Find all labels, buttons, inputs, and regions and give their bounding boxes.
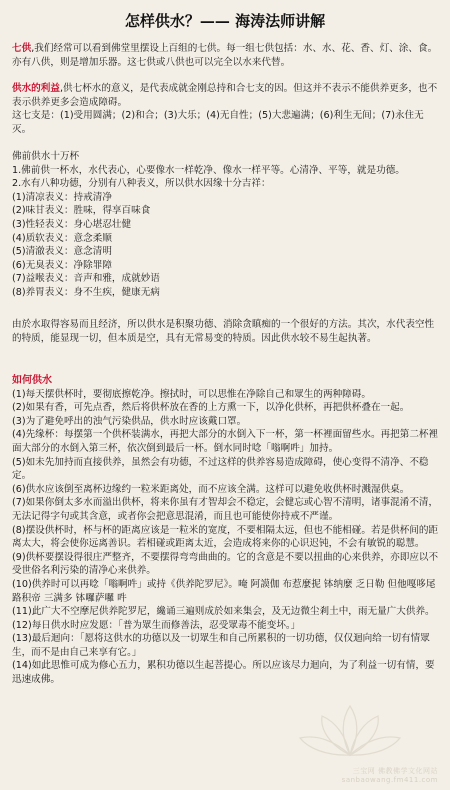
benefit-head: 供水的利益 bbox=[12, 83, 60, 94]
intro-paragraph bbox=[12, 42, 440, 69]
how-section bbox=[12, 374, 440, 687]
list-item: (2)如果有香，可先点香，然后将供杯放在香的上方熏一下，以净化供杯，再把供杯叠在一起。 bbox=[12, 402, 410, 414]
site-watermark bbox=[342, 766, 438, 784]
benefit-line2: 这七支是：(1)受用圆满；(2)和合；(3)大乐；(4)无自性；(5)大悲遍满；(6)利生无间；(7)永住无灭。 bbox=[12, 110, 424, 135]
list-item: (6)无臭表义：净除罪障 bbox=[12, 259, 112, 271]
lotus-icon bbox=[290, 700, 410, 760]
list-item: (7)益喉表义：音声和雅，成就妙语 bbox=[12, 273, 160, 285]
list-item: (8)摆设供杯时，杯与杯的距离应该是一粒米的宽度，不要相隔太远，但也不能相碰。若是供杯间的距离太大，将会使你远离善识。若相碰或距离太近，会造成将来你的心识迟钝，不会有敏锐的聪慧。 bbox=[12, 524, 439, 550]
watermark-line2: sanbaowang.fm411.com bbox=[341, 776, 438, 784]
list-item: (12)每日供水时应发愿：「普为眾生而修善法，忍受眾毒不能变坏。」 bbox=[12, 619, 301, 631]
list-item: (13)最后迴向：「愿将这供水的功德以及一切眾生和自己所累积的一切功德，仅仅迴向给一切有情眾生，而不是由自己来享有它。」 bbox=[12, 633, 430, 658]
water-reason-paragraph: 由於水取得容易而且经济，所以供水是积聚功德、消除贪瞋痴的一个很好的方法。其次，水代表空性的特质，能显现一切，但本质是空，具有无常易变的特质。因此供水较不易生起执著。 bbox=[12, 319, 435, 344]
list-item: (6)供水应该倒至离杯边缘约一粒米距离处，而不应该全满。这样可以避免收供杯时溅湿供桌。 bbox=[12, 483, 410, 495]
benefit-paragraph bbox=[12, 82, 440, 136]
list-item: (8)养胃表义：身不生疾，健康无病 bbox=[12, 286, 160, 298]
intro-head: 七供 bbox=[12, 43, 32, 54]
page-title: 怎样供水？—— 海涛法师讲解 bbox=[124, 12, 326, 30]
list-item: (4)先缘杯：每摆第一个供杯装满水，再把大部分的水倒入下一杯，第一杯裡面留些水。再把第二杯裡面大部分的水倒入第三杯，依次倒到最后一杯。倒水同时唸「嗡啊吽」加持。 bbox=[12, 429, 439, 454]
offering-p1: 1.佛前供一杯水，水代表心，心要像水一样乾净、像水一样平等。心清净、平等，就是功德。 bbox=[12, 164, 405, 176]
list-item: (11)此广大不空摩尼供养陀罗尼，纔诵三遍则成於如来集会，及无边微尘剎土中，雨无量广大供养。 bbox=[12, 606, 435, 618]
intro-text: ,我们经常可以看到佛堂里摆设上百组的七供。每一组七供包括：水、水、花、香、灯、涂、食。亦有八供，则是增加乐器。这七供或八供也可以完全以水来代替。 bbox=[12, 43, 438, 68]
how-list bbox=[12, 388, 440, 687]
offering-section bbox=[12, 150, 440, 300]
list-item: (7)如果你倒太多水而溢出供杯，将来你虽有才智却会不稳定，会健忘或心智不清明，诸事混淆不清，无法记得字句或其含意，或者你会把意思混淆，而且也可能使你持戒不严谨。 bbox=[12, 497, 439, 522]
list-item: (4)质软表义：意念柔顺 bbox=[12, 232, 112, 244]
list-item: (2)味甘表义：胜味，得享百味食 bbox=[12, 205, 151, 217]
how-head: 如何供水 bbox=[12, 375, 52, 386]
list-item: (14)如此思惟可成为修心五力，累积功德以生起菩提心。所以应该尽力迴向，为了利益一切有情，要迅速成佛。 bbox=[12, 660, 435, 686]
list-item: (1)每天摆供杯时，要彻底擦乾净。擦拭时，可以思惟在净除自己和眾生的两种障碍。 bbox=[12, 388, 371, 400]
benefit-line1: ,供七杯水的意义，是代表成就金刚总持和合七支的因。但这并不表示不能供养更多，也不表示供养更多会造成障碍。 bbox=[12, 83, 438, 108]
offering-p2: 2.水有八种功德，分别有八种表义，所以供水因缘十分吉祥： bbox=[12, 178, 271, 190]
list-item: (5)清澈表义：意念清明 bbox=[12, 246, 112, 258]
list-item: (3)为了避免呼出的浊气污染供品，供水时应该戴口罩。 bbox=[12, 415, 247, 427]
offering-head: 佛前供水十万杯 bbox=[12, 151, 80, 162]
eight-virtues-list bbox=[12, 191, 440, 300]
list-item: (9)供杯要摆设得很庄严整齐，不要摆得弯弯曲曲的。它的含意是不要以扭曲的心来供养，亦即应以不受世俗名利污染的清净心来供养。 bbox=[12, 551, 439, 577]
watermark-line1: 三宝网 佛教佛学文化网站 bbox=[352, 767, 438, 775]
list-item: (10)供养时可以再唸「嗡啊吽」或持《供养陀罗尼》。唵 阿謨伽 布惹麼抳 钵纳麼 乏日勒 但他嘎哆尾路积帝 三满多 钵囉萨囉 吽 bbox=[12, 578, 436, 604]
list-item: (1)清凉表义：持戒清净 bbox=[12, 191, 112, 203]
list-item: (3)性轻表义：身心堪忍壮健 bbox=[12, 218, 132, 230]
list-item: (5)如未先加持而直接供养，虽然会有功德，不过这样的供养容易造成障碍，使心变得不清净、不稳定。 bbox=[12, 456, 429, 482]
lotus-watermark-icon bbox=[290, 700, 410, 760]
